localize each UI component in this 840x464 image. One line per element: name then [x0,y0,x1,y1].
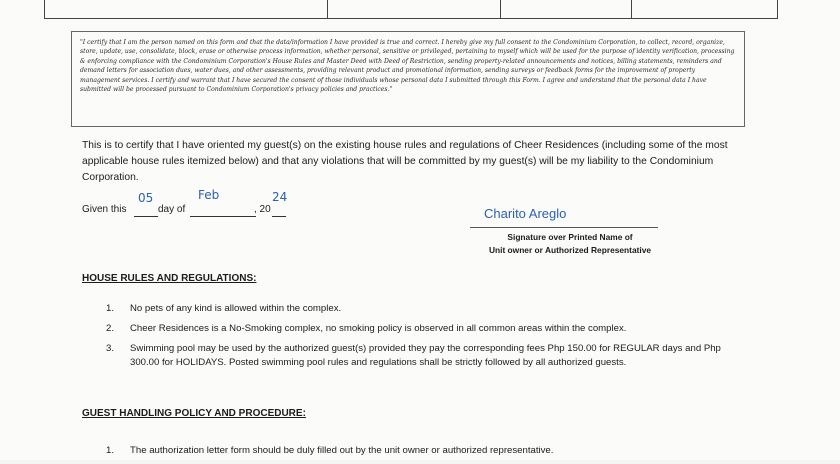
list-item-number: 1. [106,303,115,314]
consent-text: "I certify that I am the person named on this form and that the data/information I have provided is true and correct. I hereby give my full consent to the Condominium Corporation, to collect, record, organize, store, update, use, consolidate, block, erase or otherwise process information, whether personal, sensitive or privileged, pertaining to myself which will be used for the purpose of identity verification, processing & enforcing compliance with the Condominium Corporation's House Rules and Master Deed with Deed of Restriction, sending property-related announcements and notices, billing statements, reminders and demand letters for association dues, water dues, and other assessments, providing relevant product and promotional information, sending surveys or feedback forms for the improvement of property management services. I certify and warrant that I have secured the consent of those individuals whose personal data I submitted through this Form. I agree and understand that the personal data I have submitted will be processed pursuant to Condominium Corporation's privacy policies and practices." [80,39,735,94]
list-item-number: 1. [106,445,115,456]
list-item [82,302,752,316]
signature-caption-line1: Signature over Printed Name of [507,232,633,242]
house-rules-heading: HOUSE RULES AND REGULATIONS: [82,273,257,284]
guest-policy-heading: GUEST HANDLING POLICY AND PROCEDURE: [82,408,306,419]
day-of-label: day of [158,204,186,215]
signature-line [470,227,658,228]
list-item-text: The authorization letter form should be duly filled out by the unit owner or authorized representative. [130,445,554,456]
month-blank [190,216,256,217]
table-cell [501,0,632,18]
year-value: 24 [272,190,288,204]
list-item [82,444,752,458]
signature-caption [470,231,670,257]
top-table-remnant [44,0,778,19]
guest-policy-list [82,444,752,464]
house-rules-list [82,302,752,376]
month-value: Feb [198,188,220,202]
certification-paragraph: This is to certify that I have oriented my guest(s) on the existing house rules and regulations of Cheer Residences (including some of the most applicable house rules itemized below) and that any violations that will be committed by my guest(s) will be my liability to the Condominium Corporation. [82,140,728,183]
table-cell [632,0,777,18]
day-value: 05 [138,191,154,205]
given-date-row [82,188,382,218]
year-prefix: , 20 [254,204,271,215]
signature-caption-line2: Unit owner or Authorized Representative [488,245,652,255]
consent-box [71,31,745,127]
table-cell [45,0,328,18]
year-blank [272,216,286,217]
list-item-text: No pets of any kind is allowed within the complex. [130,303,342,314]
list-item [82,322,752,336]
given-prefix: Given this [82,204,127,215]
list-item-text: Cheer Residences is a No-Smoking complex, no smoking policy is observed in all common areas within the complex. [130,323,627,334]
signature-name: Charito Areglo [484,206,567,221]
list-item [82,342,752,370]
day-blank [134,216,158,217]
list-item-number: 3. [106,343,115,354]
list-item-text: Swimming pool may be used by the authorized guest(s) provided they pay the corresponding fees Php 150.00 for REGULAR days and Php 300.00 for HOLIDAYS. Posted swimming pool rules and regulations shall be strictly followed by all authorized guests. [130,343,721,368]
table-cell [328,0,501,18]
list-item-number: 2. [106,323,115,334]
